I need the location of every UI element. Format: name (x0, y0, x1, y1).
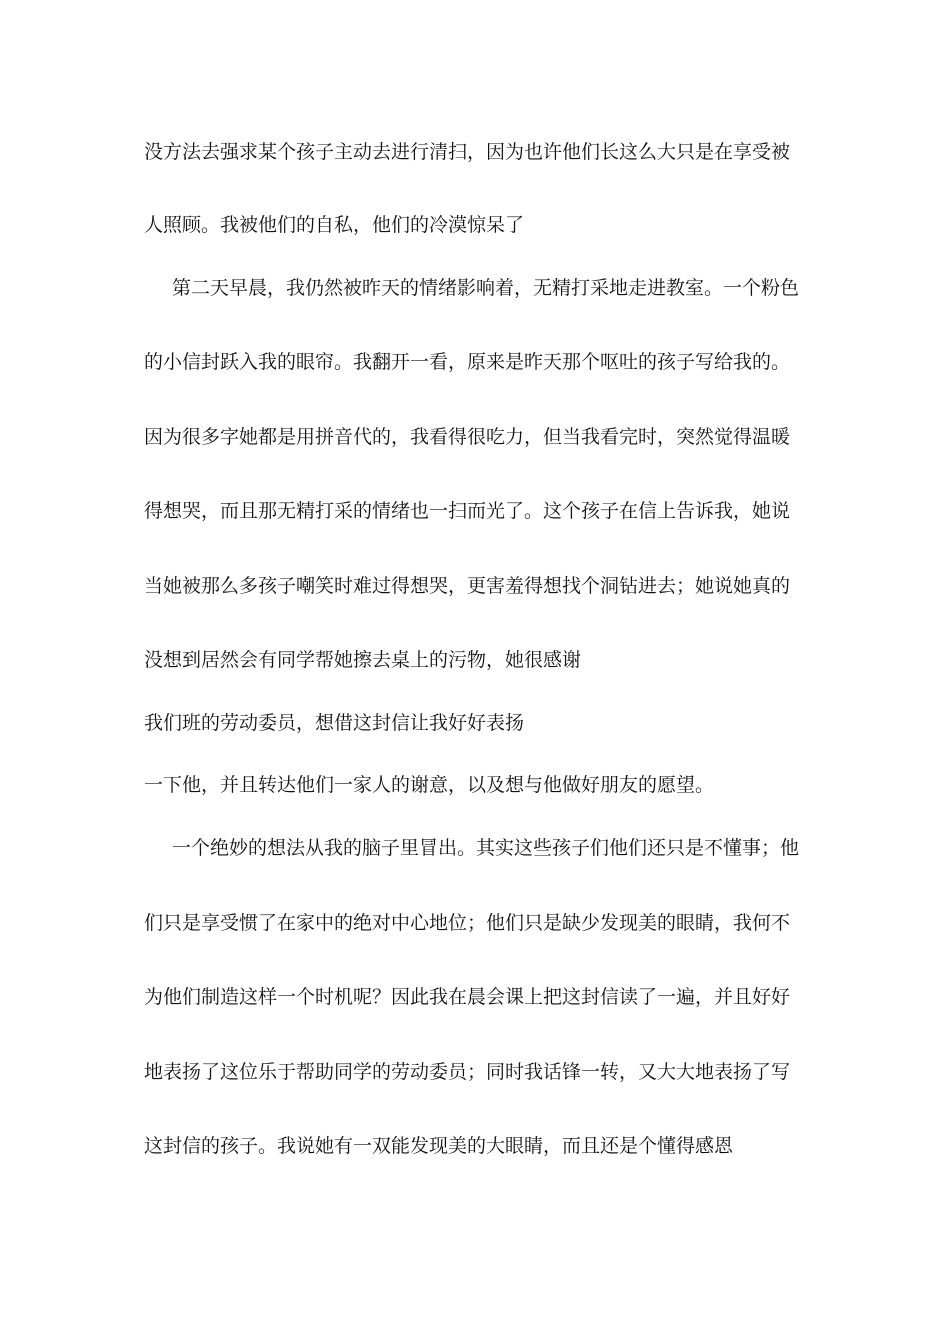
text-line-2: 人照顾。我被他们的自私，他们的冷漠惊呆了 (144, 214, 525, 236)
text-line-12: 们只是享受惯了在家中的绝对中心地位；他们只是缺少发现美的眼睛，我何不 (144, 912, 791, 934)
text-line-8: 没想到居然会有同学帮她擦去桌上的污物，她很感谢 (144, 649, 582, 671)
text-line-1: 没方法去强求某个孩子主动去进行清扫，因为也许他们长这么大只是在享受被 (144, 141, 791, 163)
text-line-15: 这封信的孩子。我说她有一双能发现美的大眼睛，而且还是个懂得感恩 (144, 1135, 734, 1157)
text-line-6: 得想哭，而且那无精打采的情绪也一扫而光了。这个孩子在信上告诉我，她说 (144, 500, 791, 522)
text-line-7: 当她被那么多孩子嘲笑时难过得想哭，更害羞得想找个洞钻进去；她说她真的 (144, 575, 791, 597)
text-line-11: 一个绝妙的想法从我的脑子里冒出。其实这些孩子们他们还只是不懂事；他 (172, 837, 800, 859)
text-line-13: 为他们制造这样一个时机呢？因此我在晨会课上把这封信读了一遍，并且好好 (144, 986, 791, 1008)
text-line-3: 第二天早晨，我仍然被昨天的情绪影响着，无精打采地走进教室。一个粉色 (172, 277, 800, 299)
text-line-14: 地表扬了这位乐于帮助同学的劳动委员；同时我话锋一转，又大大地表扬了写 (144, 1061, 791, 1083)
text-line-5: 因为很多字她都是用拼音代的，我看得很吃力，但当我看完时，突然觉得温暖 (144, 426, 791, 448)
text-line-9: 我们班的劳动委员，想借这封信让我好好表扬 (144, 712, 525, 734)
text-line-4: 的小信封跃入我的眼帘。我翻开一看，原来是昨天那个呕吐的孩子写给我的。 (144, 351, 791, 373)
text-line-10: 一下他，并且转达他们一家人的谢意，以及想与他做好朋友的愿望。 (144, 774, 715, 796)
